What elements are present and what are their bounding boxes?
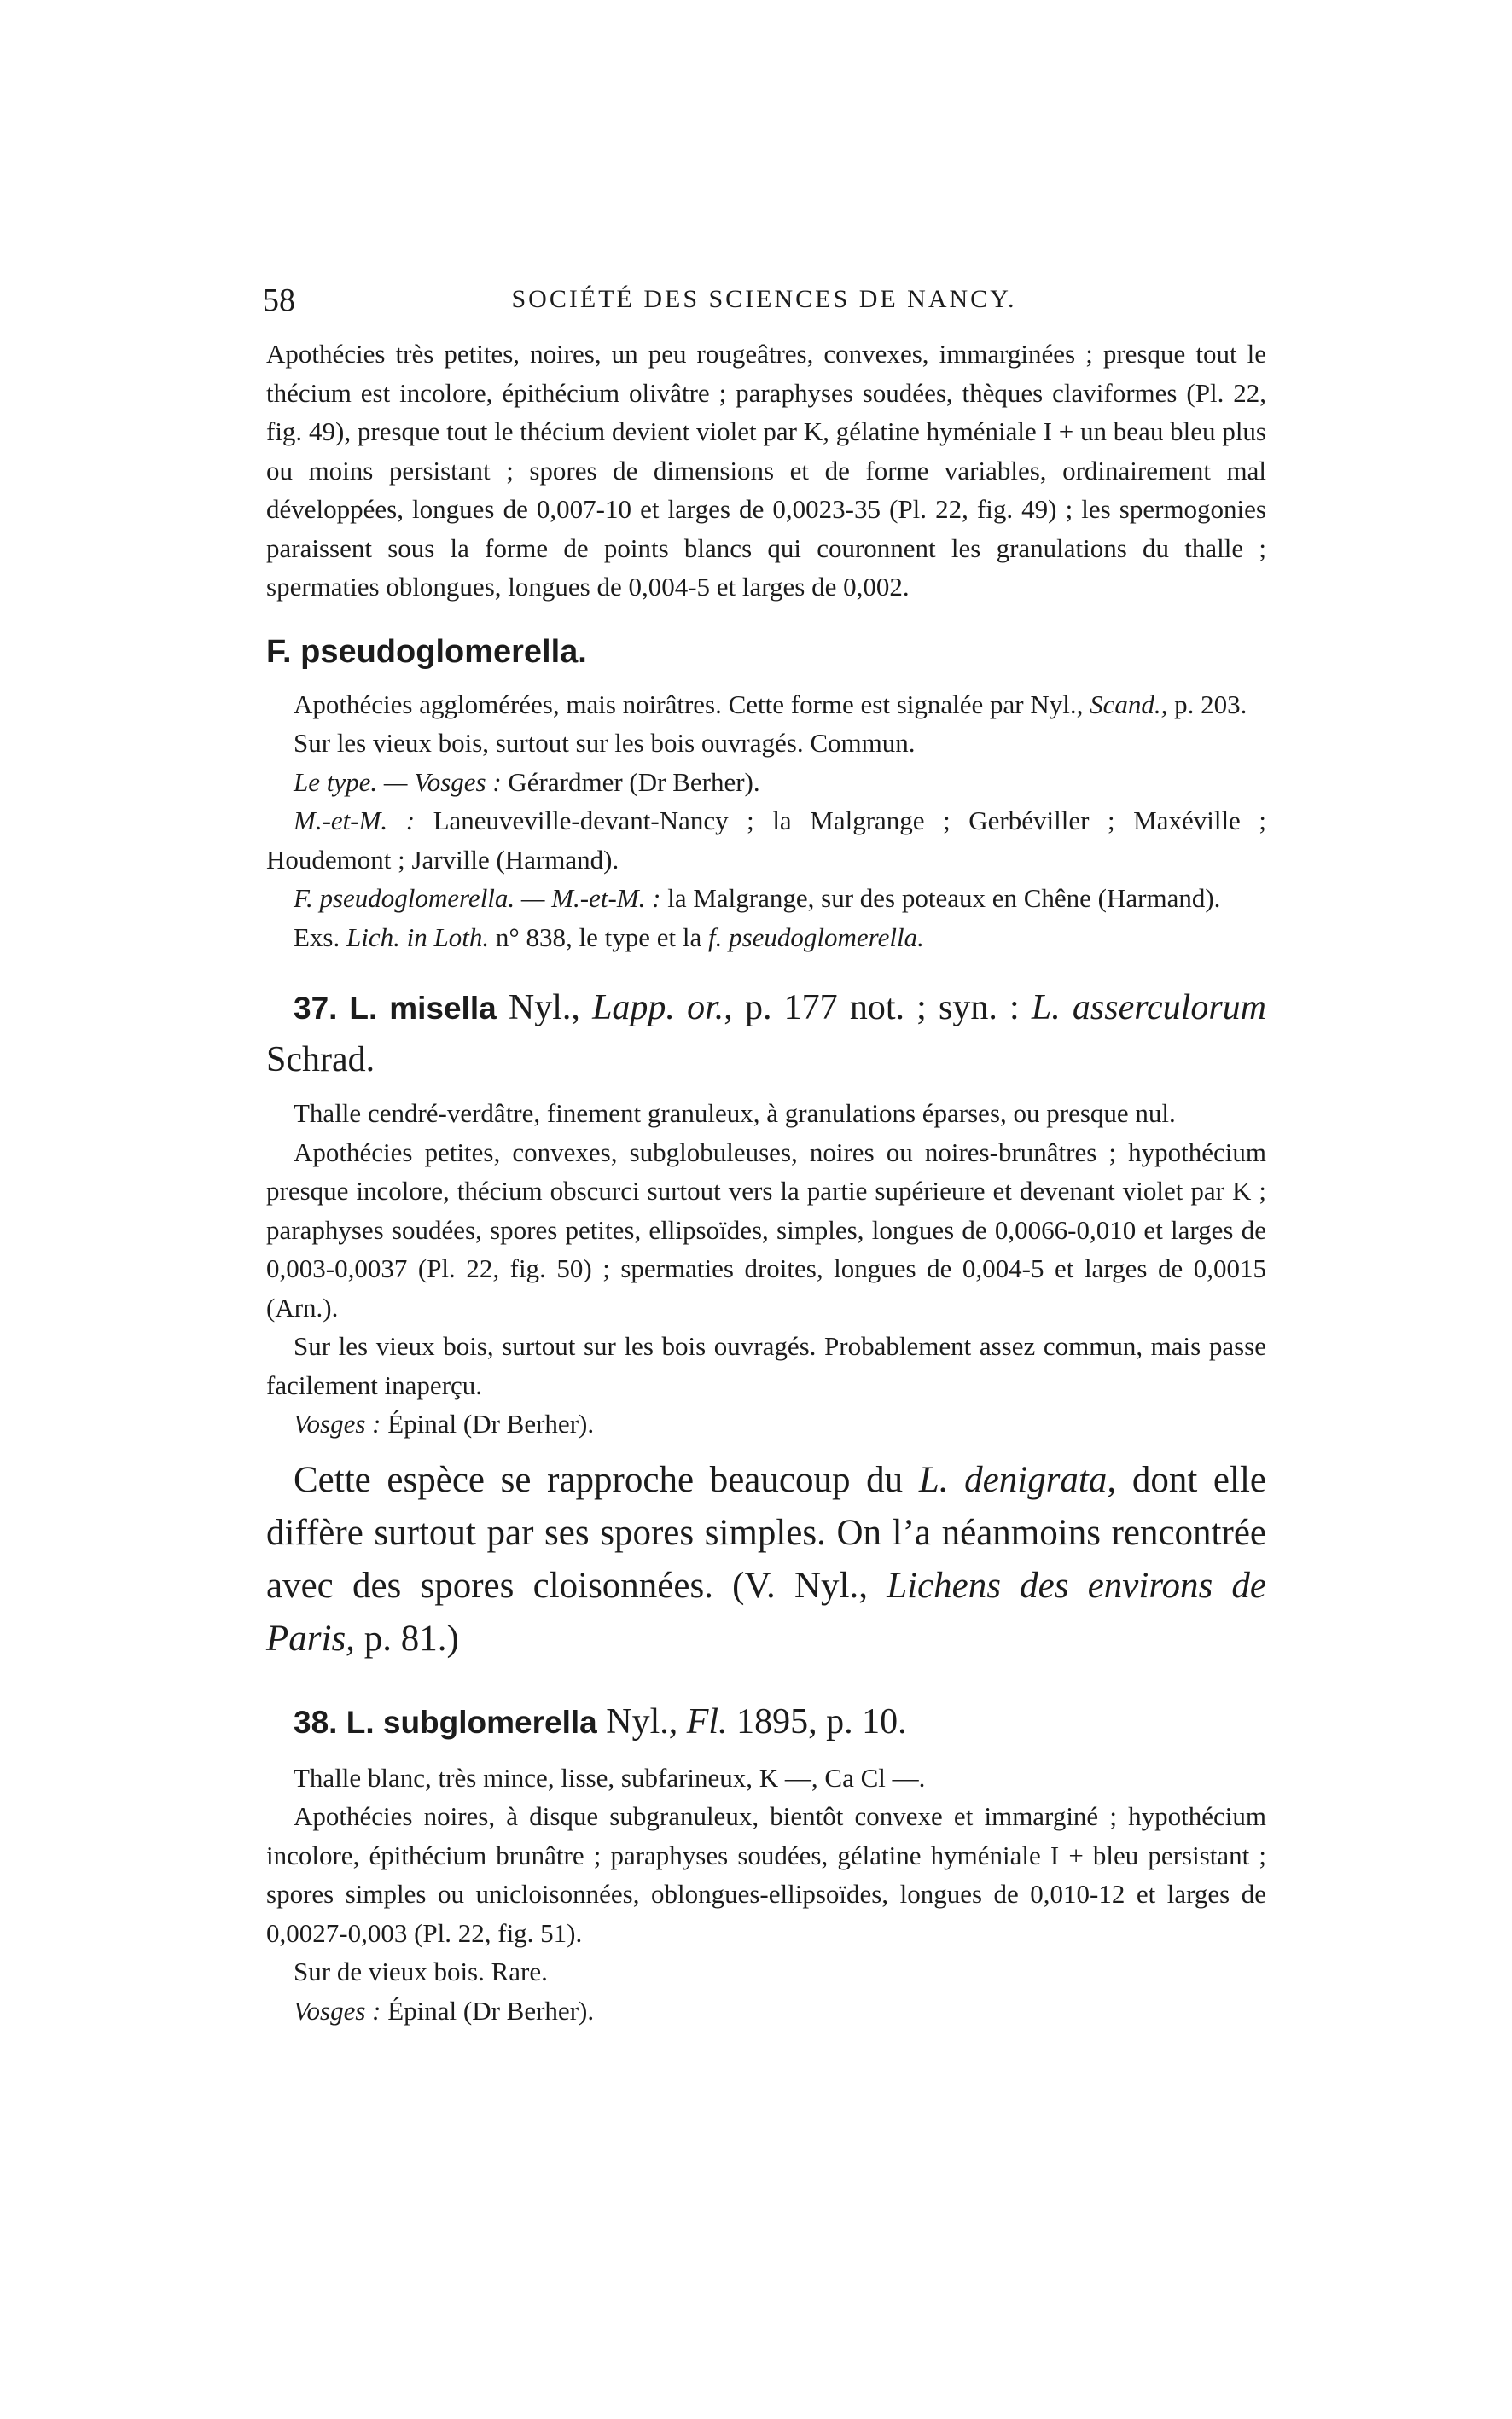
paragraph-habitat: Sur les vieux bois, surtout sur les bois ouvragés. Commun.	[294, 728, 916, 758]
form-heading: F. pseudoglomerella.	[266, 633, 587, 670]
annotation-note: Cette espèce se rapproche beaucoup du L. denigrata, dont elle diffère surtout par ses spores simples. On l’a néanmoins rencontrée avec des spores cloisonnées. (V. Nyl., Lichens des environs de Paris, p. 81.)	[266, 1459, 1266, 1659]
paragraph-habitat-38: Sur de vieux bois. Rare.	[294, 1957, 548, 1986]
paragraph-habitat-37: Sur les vieux bois, surtout sur les bois ouvragés. Probablement assez commun, mais passe facilement inaperçu.	[266, 1331, 1266, 1400]
paragraph-form-description: Apothécies agglomérées, mais noirâtres. Cette forme est signalée par Nyl., Scand., p. 203.	[294, 689, 1247, 719]
paragraph-apothecies-37: Apothécies petites, convexes, subglobuleuses, noires ou noires-brunâtres ; hypothécium presque incolore, thécium obscurci surtout vers la partie supérieure et devenant violet par K ; paraphyses soudées, spores petites, ellipsoïdes, simples, longues de 0,0066-0,010 et larges de 0,003-0,0037 (Pl. 22, fig. 50) ; spermaties droites, longues de 0,004-5 et larges de 0,0015 (Arn.).	[266, 1137, 1266, 1323]
running-title: SOCIÉTÉ DES SCIENCES DE NANCY.	[511, 285, 1017, 313]
paragraph-thallus-38: Thalle blanc, très mince, lisse, subfarineux, K —, Ca Cl —.	[294, 1762, 926, 1793]
paragraph-apothecies: Apothécies très petites, noires, un peu rougeâtres, convexes, immarginées ; presque tout le thécium est incolore, épithécium olivâtre ; paraphyses soudées, thèques claviformes (Pl. 22, fig. 49), presque tout le thécium devient violet par K, gélatine hyméniale I + un beau bleu plus ou moins persistant ; spores de dimensions et de forme variables, ordinairement mal développées, longues de 0,007-10 et larges de 0,0023-35 (Pl. 22, fig. 49) ; les spermogonies paraissent sous la forme de points blancs qui couronnent les granulations du thalle ; spermaties oblongues, longues de 0,004-5 et larges de 0,002.	[266, 339, 1266, 602]
paragraph-locality-form: F. pseudoglomerella. — M.-et-M. : la Malgrange, sur des poteaux en Chêne (Harmand).	[294, 883, 1221, 913]
page-number: 58	[263, 282, 295, 318]
species-heading-37: 37. L. misella Nyl., Lapp. or., p. 177 not. ; syn. : L. asserculorum Schrad.	[266, 988, 1267, 1079]
paragraph-apothecies-38: Apothécies noires, à disque subgranuleux, bientôt convexe et immarginé ; hypothécium incolore, épithécium brunâtre ; paraphyses soudées, gélatine hyméniale I + bleu persistant ; spores simples ou unicloisonnées, oblongues-ellipsoïdes, longues de 0,010-12 et larges de 0,0027-0,003 (Pl. 22, fig. 51).	[266, 1801, 1266, 1948]
paragraph-locality-type: Le type. — Vosges : Gérardmer (Dr Berher).	[294, 766, 760, 797]
paragraph-locality-mm: M.-et-M. : Laneuveville-devant-Nancy ; la Malgrange ; Gerbéviller ; Maxéville ; Houdemont ; Jarville (Harmand).	[266, 805, 1266, 875]
paragraph-exsiccata: Exs. Lich. in Loth. n° 838, le type et la f. pseudoglomerella.	[294, 922, 924, 952]
page-body	[266, 334, 1266, 2030]
running-header	[263, 282, 1265, 324]
paragraph-thallus-37: Thalle cendré-verdâtre, finement granuleux, à granulations éparses, ou presque nul.	[294, 1098, 1176, 1128]
paragraph-locality-37: Vosges : Épinal (Dr Berher).	[294, 1409, 595, 1439]
paragraph-locality-38: Vosges : Épinal (Dr Berher).	[294, 1995, 595, 2026]
species-heading-38: 38. L. subglomerella Nyl., Fl. 1895, p. 10.	[294, 1701, 907, 1742]
